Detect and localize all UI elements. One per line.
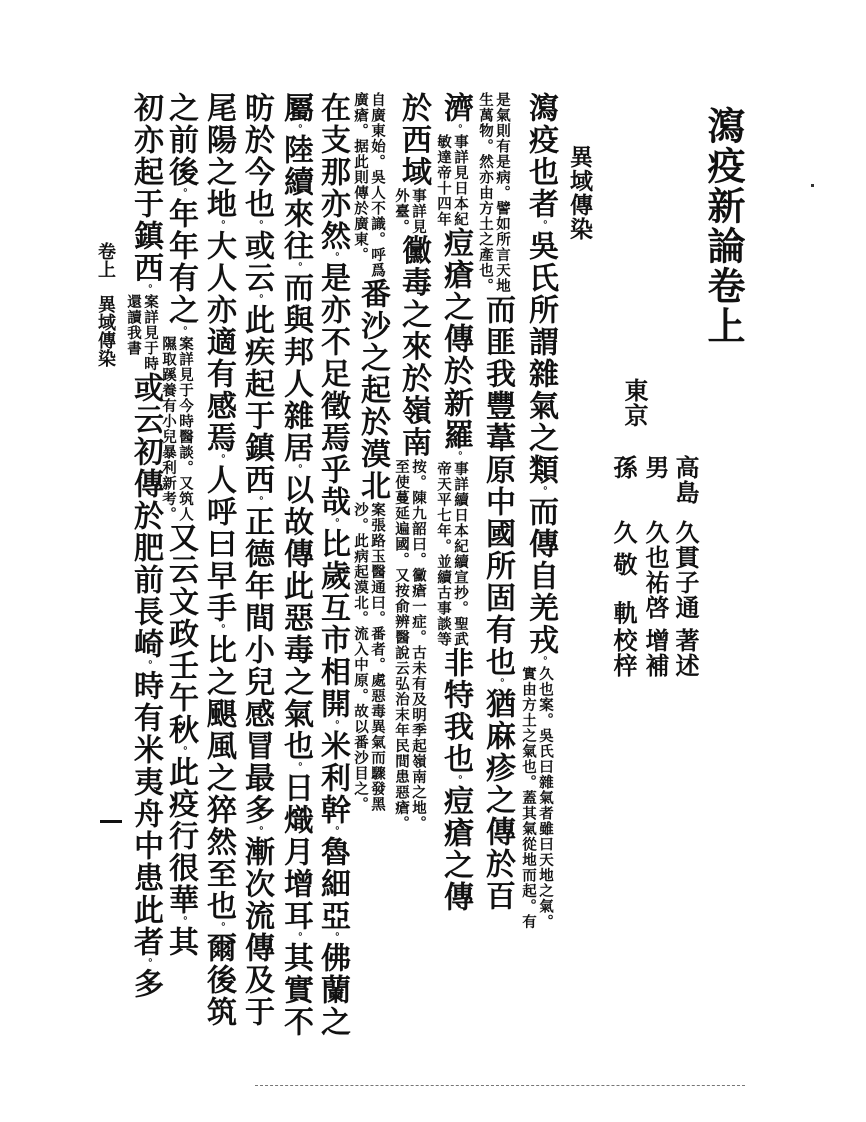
annotation-line: 生萬物。然亦由方土之產也。 — [477, 92, 494, 294]
main-text: 初亦起于鎮西。 — [128, 92, 163, 294]
main-text: 於西域 — [396, 92, 431, 188]
annotation-line: 實由方土之氣也。蓋其氣從地而起。有 — [520, 666, 537, 930]
text-column — [479, 92, 515, 912]
text-column — [162, 92, 198, 958]
text-column — [314, 92, 350, 1038]
speck — [811, 184, 814, 187]
annotation — [477, 92, 511, 294]
book-title: 瀉疫新論卷上 — [701, 106, 746, 346]
annotation-line: 案詳見于時 — [142, 294, 159, 372]
author-1-role: 著述 — [671, 628, 700, 678]
annotation — [435, 461, 469, 647]
annotation — [393, 459, 427, 831]
annotation-line: 至使蔓延遍國。又按俞辨醫說云弘治末年民間患惡瘡。 — [393, 458, 410, 831]
author-2-relation: 男 — [641, 455, 670, 480]
annotation-line: 還讀我書 — [125, 294, 142, 356]
main-text: 之前後。年年有之。 — [163, 92, 198, 336]
main-text: 尾陽之地。大人亦適有感焉。人呼曰早手。比之颶風之猝然至也。爾後筑 — [201, 92, 236, 1028]
main-text: 屬。陸續來往。而與邦人雜居。以故傳此惡毒之氣也。日熾月增耳。其實不 — [278, 92, 313, 1038]
main-text: 又云文政壬午秋。此疫行很華。其 — [163, 522, 198, 958]
annotation-line: 帝天平七年。並續古事談等 — [435, 461, 452, 647]
main-text: 黴毒之來於嶺南 — [396, 234, 431, 459]
author-1-given: 久貫子通 — [671, 520, 700, 620]
main-text: 而匪我豐葦原中國所固有也。猶麻疹之傳於百 — [480, 293, 515, 912]
main-text: 非特我也。痘瘡之傳 — [438, 647, 473, 913]
annotation-line: 沙。此病起漠北。流入中原。故以番沙目之。 — [352, 502, 369, 812]
text-column — [522, 92, 558, 930]
text-column — [127, 92, 163, 1000]
annotation — [520, 666, 554, 930]
annotation-line: 隰取蹊養有小兒暴利新考。 — [160, 336, 177, 522]
main-text: 在支那亦然。是亦不足徵焉乎哉。比歲互市相開。米利幹。魯細亞。佛蘭之 — [315, 92, 350, 1038]
text-column — [354, 92, 390, 812]
annotation — [435, 134, 469, 227]
section-heading: 異域傳染 — [566, 145, 593, 241]
author-3-role: 校梓 — [609, 628, 638, 678]
main-text: 或云初傳於肥前長崎。時有米夷舟中患此者。多 — [128, 371, 163, 1000]
author-2-given: 久也祐啓 — [641, 520, 670, 620]
annotation — [160, 336, 194, 522]
annotation-line: 自廣東始。吳人不識。呼爲 — [369, 92, 386, 278]
author-1-surname: 高島 — [671, 455, 700, 505]
footer-chapter: 卷上 — [95, 242, 116, 278]
main-text: 痘瘡之傳於新羅。 — [438, 227, 473, 461]
annotation-line: 按。陳九韶曰。黴瘡一症。古未有及明季起嶺南之地。 — [410, 458, 427, 831]
annotation — [393, 188, 427, 235]
annotation-line: 案詳見于今時醫談。又筑人 — [177, 336, 194, 522]
annotation-line: 久也案。吳氏曰雜氣者雖曰天地之氣。 — [537, 666, 554, 930]
annotation-line: 是氣則有是病。譬如所言天地 — [494, 92, 511, 294]
main-text: 濟。 — [438, 92, 473, 134]
annotation-line: 廣瘡。据此則傳於廣東。 — [352, 92, 369, 263]
author-3-relation: 孫 — [609, 455, 638, 480]
author-3-given: 久敬 軌 — [609, 520, 638, 633]
annotation-line: 事詳見日本紀 — [452, 134, 469, 227]
main-text: 瀉疫也者。吳氏所謂雜氣之類。而傳自羌戎。 — [523, 92, 558, 666]
annotation-line: 案張路玉醫通曰。番者。處惡毒異氣而驟發黑 — [369, 502, 386, 812]
main-text: 昉於今也。或云。此疾起于鎮西。正德年間小兒感冒最多。漸次流傳及于 — [239, 92, 274, 1028]
text-column — [395, 92, 431, 831]
annotation-line: 敏達帝十四年 — [435, 134, 452, 227]
annotation — [352, 92, 386, 278]
text-column — [437, 92, 473, 913]
page-number — [100, 820, 122, 823]
annotation — [352, 502, 386, 812]
annotation-line: 事詳見 — [410, 188, 427, 235]
text-column — [238, 92, 274, 1028]
author-place: 東京 — [620, 378, 649, 428]
text-column — [200, 92, 236, 1028]
bottom-rule — [255, 1085, 745, 1086]
annotation-line: 外臺。 — [393, 188, 410, 235]
main-text: 番沙之起於漠北 — [355, 278, 390, 502]
text-column — [277, 92, 313, 1038]
annotation-line: 事詳續日本紀續宣抄。聖武 — [452, 461, 469, 647]
author-2-role: 增補 — [641, 628, 670, 678]
annotation — [125, 294, 159, 372]
footer-section: 異域傳染 — [95, 295, 116, 367]
